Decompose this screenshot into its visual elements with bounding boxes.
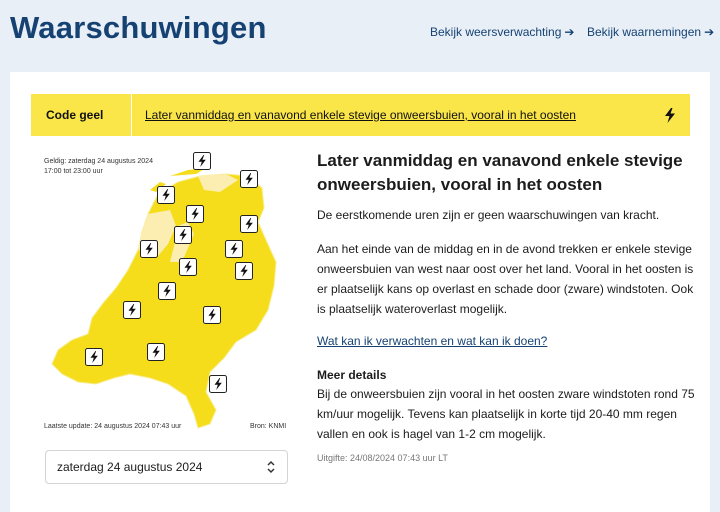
lightning-icon[interactable]	[159, 283, 176, 300]
lightning-icon[interactable]	[241, 216, 258, 233]
what-to-expect-link[interactable]: Wat kan ik verwachten en wat kan ik doen?	[317, 334, 548, 348]
page-header	[0, 0, 720, 62]
netherlands-map	[38, 152, 300, 440]
view-observations-label: Bekijk waarnemingen	[587, 25, 702, 39]
lightning-icon[interactable]	[175, 227, 192, 244]
chevron-updown-icon	[266, 460, 276, 474]
lightning-icon[interactable]	[124, 302, 141, 319]
warning-banner[interactable]	[31, 94, 690, 136]
map-valid-date: Geldig: zaterdag 24 augustus 2024	[44, 158, 153, 165]
lightning-icon[interactable]	[210, 376, 227, 393]
warning-card	[10, 72, 710, 512]
lightning-icon[interactable]	[241, 171, 258, 188]
map-valid-time: 17:00 tot 23:00 uur	[44, 168, 103, 175]
lightning-icon	[650, 108, 690, 123]
lightning-icon[interactable]	[180, 259, 197, 276]
date-select[interactable]	[45, 450, 288, 484]
lightning-icon[interactable]	[141, 241, 158, 258]
warning-code-label: Code geel	[46, 108, 104, 122]
view-forecast-label: Bekijk weersverwachting	[430, 25, 562, 39]
details-heading: Meer details	[317, 368, 387, 382]
lightning-icon[interactable]	[148, 344, 165, 361]
view-observations-link[interactable]	[587, 25, 714, 39]
article-intro: De eerstkomende uren zijn er geen waarschuwingen van kracht.	[317, 208, 660, 222]
lightning-icon[interactable]	[194, 153, 211, 170]
lightning-icon[interactable]	[187, 206, 204, 223]
arrow-right-icon: ➔	[704, 25, 715, 39]
page-title: Waarschuwingen	[10, 10, 267, 45]
lightning-icon[interactable]	[158, 187, 175, 204]
article-body: Aan het einde van de middag en in de avond trekken er enkele stevige onweersbuien van west naar oost over het land. Vooral in het oosten is er plaatselijk kans op overlast en schade door (zware) windstoten. Ook is plaatselijk wateroverlast mogelijk.	[317, 242, 694, 316]
warning-banner-link[interactable]: Later vanmiddag en vanavond enkele stevige onweersbuien, vooral in het oosten	[145, 108, 576, 122]
lightning-icon[interactable]	[204, 307, 221, 324]
map-last-update: Laatste update: 24 augustus 2024 07:43 uur	[44, 423, 182, 430]
arrow-right-icon: ➔	[564, 25, 575, 39]
warning-article	[317, 149, 697, 464]
details-text: Bij de onweersbuien zijn vooral in het oosten zware windstoten rond 75 km/uur mogelijk. Tevens kan plaatselijk in korte tijd 20-40 mm regen vallen en ook is hagel van 1-2 cm mogelijk.	[317, 387, 695, 441]
article-title: Later vanmiddag en vanavond enkele stevige onweersbuien, vooral in het oosten	[317, 151, 683, 194]
lightning-icon[interactable]	[226, 241, 243, 258]
map-source: Bron: KNMI	[250, 423, 287, 430]
date-select-value: zaterdag 24 augustus 2024	[57, 460, 203, 474]
lightning-icon[interactable]	[236, 263, 253, 280]
issued-timestamp: Uitgifte: 24/08/2024 07:43 uur LT	[317, 453, 448, 463]
view-forecast-link[interactable]	[430, 25, 574, 39]
lightning-icon[interactable]	[86, 349, 103, 366]
warning-map[interactable]	[38, 152, 300, 440]
